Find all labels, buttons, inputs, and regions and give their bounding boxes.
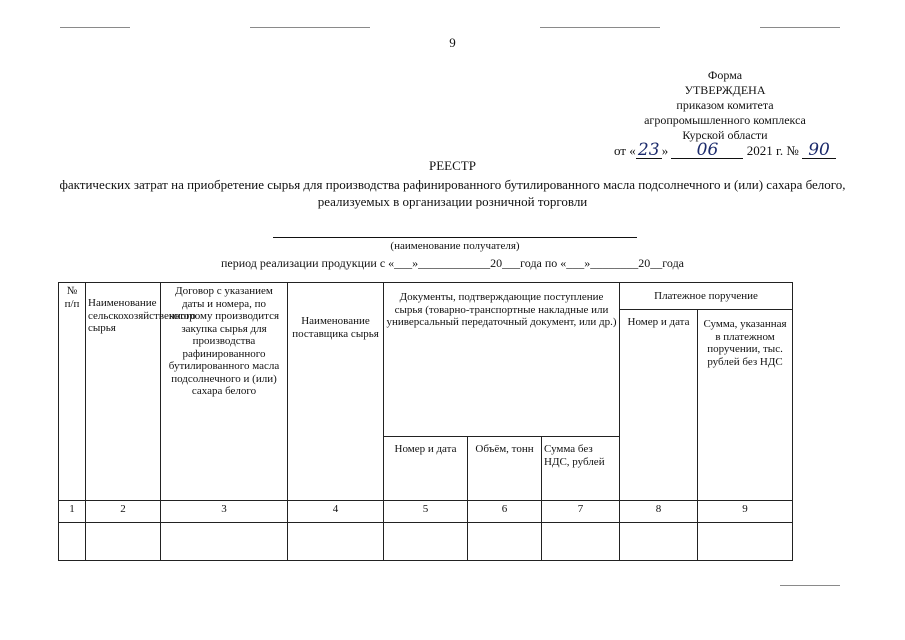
column-number-cell: 6: [468, 501, 542, 523]
column-numbers-row: [59, 501, 793, 523]
empty-cell[interactable]: [542, 523, 620, 561]
recipient-caption: (наименование получателя): [390, 240, 520, 252]
column-number-cell: 8: [620, 501, 698, 523]
column-number-cell: 9: [698, 501, 793, 523]
approval-date-line: [600, 140, 850, 160]
header-contract: Договор с указанием даты и номера, по которому производится закупка сырья для производства рафинированного бутилированного масла подсолнечного и (или) сахара белого: [161, 283, 288, 501]
header-doc-volume: Объём, тонн: [468, 437, 542, 501]
empty-cell[interactable]: [620, 523, 698, 561]
empty-cell[interactable]: [59, 523, 86, 561]
document-subtitle: фактических затрат на приобретение сырья для производства рафинированного бутилированного масла подсолнечного и (или) сахара белого, реализуемых в организации розничной торговли: [59, 177, 846, 209]
header-supplier: Наименование поставщика сырья: [288, 283, 384, 501]
header-raw-material: Наименование сельскохозяйственного сырья: [86, 283, 161, 501]
registry-table: [58, 282, 793, 561]
recipient-blank-line: [273, 237, 637, 238]
approval-line-approved: УТВЕРЖДЕНА: [684, 83, 766, 97]
header-row-top: [59, 283, 793, 310]
empty-cell[interactable]: [288, 523, 384, 561]
column-number-cell: 3: [161, 501, 288, 523]
period-line: период реализации продукции с «___»____________20___года по «___»________20__года: [220, 256, 685, 270]
date-prefix: от «: [613, 143, 636, 158]
approval-line-committee: агропромышленного комплекса: [644, 113, 806, 127]
column-number-cell: 4: [288, 501, 384, 523]
scan-artifact-line: [760, 27, 840, 28]
header-payment-number-date: Номер и дата: [620, 310, 698, 501]
header-payment-group: Платежное поручение: [620, 283, 793, 310]
document-title: РЕЕСТР: [429, 158, 476, 173]
scan-artifact-line: [60, 27, 130, 28]
empty-cell[interactable]: [384, 523, 468, 561]
approval-line-order: приказом комитета: [676, 98, 774, 112]
column-number-cell: 5: [384, 501, 468, 523]
header-doc-number-date: Номер и дата: [384, 437, 468, 501]
header-doc-sum: Сумма без НДС, рублей: [542, 437, 620, 501]
approval-block: [600, 68, 850, 159]
approval-line-form: Форма: [707, 68, 743, 82]
empty-cell[interactable]: [698, 523, 793, 561]
empty-cell[interactable]: [86, 523, 161, 561]
header-number: № п/п: [59, 283, 86, 501]
header-payment-amount: Сумма, указанная в платежном поручении, тыс. рублей без НДС: [698, 310, 793, 501]
empty-cell[interactable]: [468, 523, 542, 561]
header-documents-group: Документы, подтверждающие поступление сырья (товарно-транспортные накладные или универсальный передаточный документ, или др.): [384, 283, 620, 437]
date-year: 2021 г. №: [746, 143, 799, 158]
scan-artifact-line: [540, 27, 660, 28]
column-number-cell: 1: [59, 501, 86, 523]
scan-artifact-line: [250, 27, 370, 28]
empty-data-row: [59, 523, 793, 561]
scan-artifact-line: [780, 585, 840, 586]
page-number: 9: [449, 35, 456, 50]
column-number-cell: 7: [542, 501, 620, 523]
empty-cell[interactable]: [161, 523, 288, 561]
order-number: 90: [802, 143, 836, 159]
approval-line-region: Курской области: [682, 128, 768, 142]
date-day: 23: [636, 143, 662, 159]
date-day-close: »: [661, 143, 669, 158]
column-number-cell: 2: [86, 501, 161, 523]
date-month: 06: [671, 143, 743, 159]
